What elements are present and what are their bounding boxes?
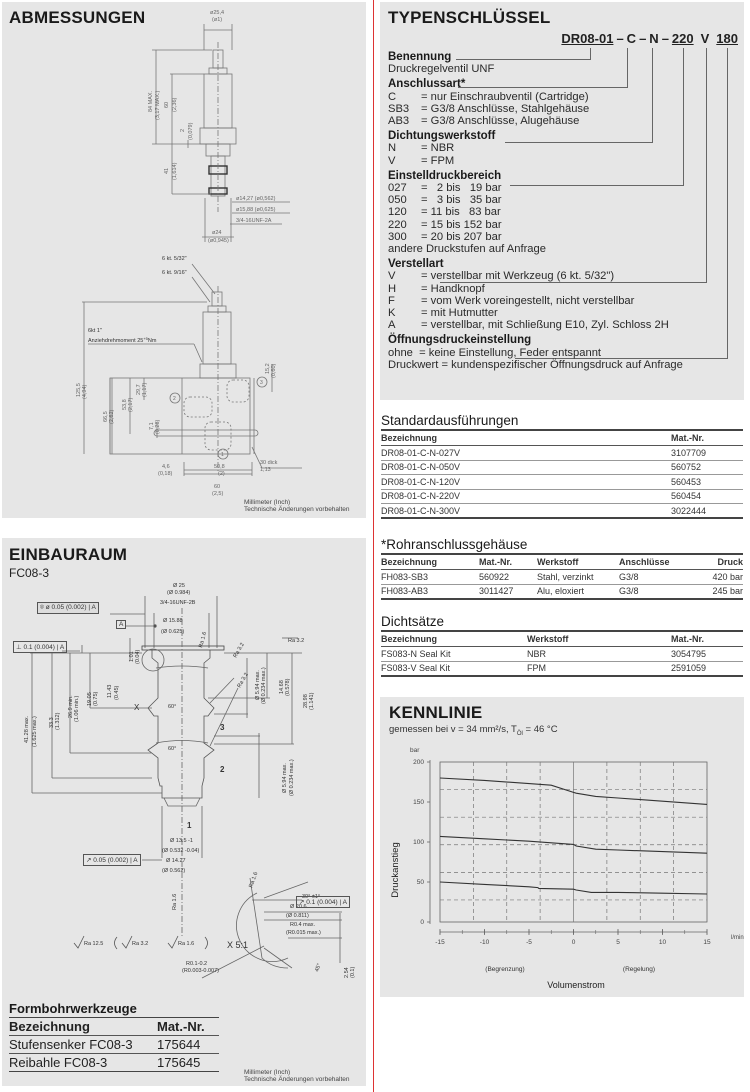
- kennlinie-subtitle: [389, 724, 558, 737]
- dim-d25-4: ø25,4: [210, 10, 225, 16]
- standard-title: Standardausführungen: [381, 413, 519, 428]
- label-torque: Anziehdrehmoment $25^{+5}Nm$: [88, 336, 157, 344]
- heading-verstellart: Verstellart: [388, 258, 444, 271]
- dim-d13-5: Ø 13.5 -1: [170, 838, 193, 844]
- ra-1-6-bottom: Ra 1.6: [172, 893, 178, 910]
- dim-r0-1: R0.1-0.2: [186, 961, 208, 967]
- line-key: F: [388, 294, 395, 307]
- label-hex1: 6 kt. 5/32": [162, 256, 187, 262]
- dicht-title: Dichtsätze: [381, 614, 445, 629]
- col-matnr: Mat.-Nr.: [479, 554, 537, 570]
- formbohr-title: Formbohrwerkzeuge: [9, 1001, 137, 1016]
- table-row: [381, 446, 743, 461]
- code-adjust: V: [700, 31, 710, 46]
- col-matnr: Mat.-Nr.: [671, 430, 743, 446]
- x-tick-label: 10: [658, 939, 667, 946]
- table-row: [381, 570, 743, 585]
- line: [388, 295, 740, 307]
- line-text: = 15 bis 152 bar: [421, 218, 502, 231]
- heading-dichtung: Dichtungswerkstoff: [388, 130, 496, 143]
- line: [388, 63, 740, 75]
- cell-name: FH083-AB3: [381, 584, 479, 599]
- tol4-text: ↗ 0.1 (0.004): [299, 899, 338, 906]
- dim-h66in: (2,62): [109, 409, 115, 424]
- table-row: [381, 460, 743, 475]
- x-tick-label: 5: [616, 939, 620, 946]
- region-label-regelung: (Regelung): [622, 966, 656, 973]
- dim-h26-9: 26.9 min.: [68, 695, 74, 718]
- region-label-begrenzung: (Begrenzung): [485, 966, 525, 973]
- cell-matnr: 560454: [671, 489, 743, 504]
- table-row: [381, 661, 743, 676]
- table-row: [381, 647, 743, 662]
- rohr-header: [381, 554, 743, 570]
- line-key: 220: [388, 218, 407, 231]
- dim-d15-88: Ø 15.88: [163, 618, 183, 624]
- heading-oeffnung: Öffnungsdruckeinstellung: [388, 334, 532, 347]
- port-2-label: 2: [220, 765, 225, 774]
- cell-werkstoff: FPM: [527, 661, 671, 676]
- line: [388, 142, 740, 154]
- line-key: K: [388, 307, 396, 320]
- column-divider: [373, 0, 374, 1092]
- port-3-label: 3: [260, 380, 263, 386]
- cell-name: FH083-SB3: [381, 570, 479, 585]
- code-dash: –: [616, 31, 624, 46]
- dim-w4in: (0,18): [158, 471, 173, 477]
- code-series: DR08-01: [561, 31, 614, 46]
- cell-name: FS083-N Seal Kit: [381, 647, 527, 662]
- dim-h15: 15,2: [265, 363, 271, 374]
- cell-anschluesse: G3/8: [619, 570, 701, 585]
- line-text: = vom Werk voreingestellt, nicht verstellbar: [421, 294, 635, 307]
- cell-name: DR08-01-C-N-300V: [381, 504, 671, 519]
- line-key: 050: [388, 194, 407, 207]
- col-bezeichnung: Bezeichnung: [381, 631, 527, 647]
- dim-h41-28in: (1.625 max.): [32, 716, 38, 747]
- tol4-datum: A: [342, 899, 347, 906]
- code-dash: –: [639, 31, 647, 46]
- cell-name: DR08-01-C-N-027V: [381, 446, 671, 461]
- code-connection: C: [626, 31, 637, 46]
- detail-x-marker: X: [134, 703, 140, 712]
- standard-header: [381, 430, 743, 446]
- einbauraum-title: EINBAURAUM: [9, 545, 128, 564]
- cell-matnr: 560922: [479, 570, 537, 585]
- dim-d14-27: Ø 14.27: [166, 858, 186, 864]
- abmessungen-drawing: [2, 2, 366, 518]
- code-seal: N: [649, 31, 659, 46]
- line: [388, 194, 740, 206]
- dim-d5-94-a: Ø 5.94 max.: [255, 670, 261, 700]
- col-bezeichnung: Bezeichnung: [381, 554, 479, 570]
- label-hex3: 6kt 1": [88, 328, 102, 334]
- cell-matnr: 3011427: [479, 584, 537, 599]
- dim-h28-98in: (1.141): [309, 692, 315, 710]
- subtitle-post: = 46 °C: [522, 724, 558, 735]
- line: [388, 231, 740, 243]
- dim-thread-2b: 3/4-16UNF-2B: [160, 600, 196, 606]
- line: [388, 219, 740, 231]
- tolerance-frame-concentricity: ⌾ ø 0.05 (0.002) | A: [37, 602, 99, 614]
- table-row: [381, 489, 743, 504]
- datum-a-box: A: [116, 620, 126, 629]
- line-key: 300: [388, 230, 407, 243]
- line-text: = Handknopf: [421, 282, 485, 295]
- y-tick-label: 100: [413, 839, 424, 846]
- cell-matnr: 560752: [671, 460, 743, 475]
- line-text: = 2 bis 19 bar: [421, 182, 502, 195]
- dim-d24: ø24: [212, 230, 222, 236]
- line-key: AB3: [388, 115, 410, 128]
- dim-h125in: (4,94): [82, 384, 88, 399]
- x-tick-label: -15: [435, 939, 445, 946]
- heading-benennung: Benennung: [388, 51, 452, 63]
- dim-h26-9in: (1.06 min.): [74, 695, 80, 722]
- heading-druckbereich: Einstelldruckbereich: [388, 169, 502, 182]
- port-2-label: 2: [173, 396, 176, 402]
- angle-45: 45°: [314, 962, 323, 973]
- ra-legend-3-2: Ra 3.2: [132, 941, 149, 947]
- line: [388, 206, 740, 218]
- dim-h41-28: 41.28 max.: [24, 715, 30, 743]
- dim-h66: 66,5: [103, 411, 109, 422]
- dim-w4: 4,6: [162, 464, 170, 470]
- dim-h19-05in: (0.75): [93, 691, 99, 706]
- note-changes: Technische Änderungen vorbehalten: [244, 1076, 350, 1083]
- line: [388, 243, 740, 255]
- ra-legend-12-5: Ra 12.5: [84, 941, 104, 947]
- dim-r0-1in: (R0.003-0.007): [182, 968, 219, 974]
- kennlinie-chart: [380, 740, 744, 995]
- table-row: [381, 475, 743, 490]
- col-druck: Druck: [701, 554, 743, 570]
- cell-name: FS083-V Seal Kit: [381, 661, 527, 676]
- cell-name: Reibahle FC08-3: [9, 1054, 157, 1072]
- code-pressure: 220: [671, 31, 694, 46]
- cell-name: DR08-01-C-N-220V: [381, 489, 671, 504]
- line-text: = verstellbar, mit Schließung E10, Zyl. Schloss 2H: [421, 319, 669, 332]
- dim-h2in: (0,079): [188, 122, 194, 140]
- dim-h28-98: 28.98: [303, 694, 309, 708]
- line-key: V: [388, 154, 396, 167]
- subtitle-pre: gemessen bei v = 34 mm²/s, T: [389, 724, 517, 735]
- cell-werkstoff: NBR: [527, 647, 671, 662]
- x-tick-label: -10: [479, 939, 490, 946]
- dim-h2-54in: (0.1): [350, 966, 356, 978]
- dim-h1-01: 1.01: [129, 651, 135, 662]
- dim-d25: Ø 25: [173, 583, 185, 589]
- line-key: 027: [388, 182, 407, 195]
- line: [388, 319, 740, 331]
- cell-name: DR08-01-C-N-050V: [381, 460, 671, 475]
- y-tick-label: 200: [413, 759, 424, 766]
- dicht-table: [381, 630, 743, 677]
- dim-h11-43: 11.43: [107, 684, 113, 698]
- line-key: SB3: [388, 102, 410, 115]
- formbohr-header: [9, 1018, 219, 1036]
- dim-h33-3in: (1.312): [55, 712, 61, 730]
- dim-r0-4: R0.4 max.: [290, 922, 316, 928]
- line: [388, 103, 740, 115]
- dim-d15: ø15,88 (ø0,625): [236, 207, 276, 213]
- angle-60-a: 60°: [168, 704, 177, 710]
- note-units: Millimeter (Inch): [244, 499, 291, 506]
- dim-h41: 41: [164, 167, 170, 174]
- line-text: = G3/8 Anschlüsse, Alugehäuse: [421, 115, 580, 128]
- line-key: N: [388, 142, 397, 155]
- ra-legend-1-6: Ra 1.6: [178, 941, 195, 947]
- dim-thickin: 1,13: [260, 467, 271, 473]
- line-text: = nur Einschraubventil (Cartridge): [421, 90, 589, 103]
- line: [388, 270, 740, 282]
- port-1-label: 1: [221, 452, 224, 458]
- line-text: = 11 bis 83 bar: [421, 206, 501, 219]
- code-opening: 180: [716, 31, 738, 46]
- line: [388, 347, 740, 359]
- y-tick-label: 50: [416, 879, 424, 886]
- ra-3-2-c: Ra 3.2: [288, 638, 305, 644]
- dim-d14: ø14,27 (ø0,562): [236, 196, 276, 202]
- col-matnr: Mat.-Nr.: [671, 631, 743, 647]
- abmessungen-title: ABMESSUNGEN: [9, 8, 146, 27]
- dim-d14-27in: (Ø 0.562): [162, 868, 186, 874]
- ra-1-6-detail: Ra 1.6: [248, 871, 260, 889]
- port-3-label: 3: [220, 723, 225, 732]
- line-key: 120: [388, 206, 407, 219]
- dicht-header: [381, 631, 743, 647]
- table-row: [381, 504, 743, 519]
- line: [388, 155, 740, 167]
- chart-grid: [440, 762, 707, 922]
- typenschluessel-title: TYPENSCHLÜSSEL: [388, 8, 551, 27]
- cell-matnr: 2591059: [671, 661, 743, 676]
- col-bezeichnung: Bezeichnung: [381, 430, 671, 446]
- port-1-label: 1: [187, 821, 192, 830]
- typenschluessel-body: [388, 51, 740, 371]
- dim-h33-3: 33.3: [49, 717, 55, 728]
- line-text: = verstellbar mit Werkzeug (6 kt. 5/32"): [421, 270, 615, 283]
- angle-60-b: 60°: [168, 746, 177, 752]
- cell-werkstoff: Stahl, verzinkt: [537, 570, 619, 585]
- line-key: A: [388, 319, 396, 332]
- dim-h84: 84 MAX.: [148, 90, 154, 112]
- label-hex2: 6 kt. 9/16": [162, 270, 187, 276]
- angle-30: 30° ±1°: [302, 894, 321, 900]
- dim-h2: 2: [180, 128, 186, 132]
- cell-matnr: 3054795: [671, 647, 743, 662]
- dim-h14-68in: (0.578): [285, 678, 291, 696]
- line: [388, 91, 740, 103]
- code-dash: –: [661, 31, 669, 46]
- dim-d20-6: Ø 20.6: [290, 904, 307, 910]
- tolerance-frame-perpendicularity: ⊥ 0.1 (0.004) | A: [13, 641, 67, 653]
- y-tick-label: 150: [413, 799, 424, 806]
- cell-anschluesse: G3/8: [619, 584, 701, 599]
- y-tick-label: 0: [420, 919, 424, 926]
- dim-d5-94-bin: (Ø 0.234 max.): [289, 759, 295, 796]
- line-key: H: [388, 282, 397, 295]
- table-row: [381, 584, 743, 599]
- line-text: Druckregelventil UNF: [388, 63, 495, 76]
- line-text: = G3/8 Anschlüsse, Stahlgehäuse: [421, 102, 590, 115]
- tol2-datum: A: [59, 644, 65, 651]
- cell-name: DR08-01-C-N-120V: [381, 475, 671, 490]
- tolerance-frame-runout-2: ↗ 0.1 (0.004) | A: [296, 896, 350, 908]
- line: [388, 283, 740, 295]
- dim-h53in: (2,17): [128, 397, 134, 412]
- cell-werkstoff: Alu, eloxiert: [537, 584, 619, 599]
- cell-matnr: 560453: [671, 475, 743, 490]
- dim-w60in: (2,5): [212, 491, 224, 497]
- col-werkstoff: Werkstoff: [537, 554, 619, 570]
- col-werkstoff: Werkstoff: [527, 631, 671, 647]
- dim-w50in: (2): [218, 471, 225, 477]
- standard-table: [381, 429, 743, 519]
- dim-d15-88in: (Ø 0.625): [161, 629, 185, 635]
- kennlinie-title: KENNLINIE: [389, 703, 483, 722]
- dim-h53: 53,8: [122, 399, 128, 410]
- heading-anschlussart: Anschlussart*: [388, 78, 466, 91]
- x-axis-label: Volumenstrom: [547, 980, 605, 990]
- dim-d1: (ø1): [212, 17, 223, 23]
- dim-w50: 50,8: [214, 464, 225, 470]
- x-unit-label-html: l/min: [731, 935, 744, 941]
- dim-d20-6in: (Ø 0.811): [286, 913, 309, 919]
- line-text: andere Druckstufen auf Anfrage: [388, 243, 546, 256]
- x-tick-label: 15: [703, 939, 711, 946]
- dim-h1-01in: (0.04): [135, 649, 141, 664]
- y-unit-label: bar: [410, 747, 420, 754]
- col-bezeichnung: Bezeichnung: [9, 1018, 157, 1036]
- dim-h19-05: 19.05: [87, 692, 93, 706]
- tol1-text: ⌾ ø 0.05 (0.002): [40, 604, 87, 611]
- y-axis-label: Druckanstieg: [390, 842, 401, 898]
- tolerance-frame-runout-1: ↗ 0.05 (0.002) | A: [83, 854, 141, 866]
- line-text: = 20 bis 207 bar: [421, 230, 502, 243]
- chart-axes: [413, 759, 711, 946]
- x-tick-label: -5: [526, 939, 532, 946]
- dim-h14-68: 14.68: [279, 680, 285, 694]
- ra-1-6-top: Ra 1.6: [198, 631, 209, 649]
- dim-h7: 7,1: [149, 422, 155, 430]
- ra-3-2-b: Ra 3.2: [236, 671, 250, 689]
- dim-d24in: (ø0,945): [208, 238, 229, 244]
- line: [388, 359, 740, 371]
- subtitle-sub: Öl: [516, 730, 523, 737]
- x-tick-label: 0: [571, 939, 576, 946]
- tol3-datum: A: [133, 857, 138, 864]
- line-text: = FPM: [421, 154, 455, 167]
- formbohr-table: [9, 1017, 219, 1072]
- cell-druck: 245 bar: [701, 584, 743, 599]
- cell-druck: 420 bar: [701, 570, 743, 585]
- dim-d5-94-ain: (Ø 0.234 max.): [261, 667, 267, 704]
- cell-matnr: 175645: [157, 1054, 219, 1072]
- cell-matnr: 3022444: [671, 504, 743, 519]
- dim-d5-94-b: Ø 5.94 max.: [282, 763, 288, 793]
- dim-h41in: (1,614): [172, 162, 178, 180]
- line-text: ohne = keine Einstellung, Feder entspannt: [388, 346, 602, 359]
- ra-3-2-a: Ra 3.2: [232, 641, 246, 659]
- dim-d13-5in: (Ø 0.532 -0.04): [162, 848, 200, 854]
- note-units: Millimeter (Inch): [244, 1069, 291, 1076]
- dim-h15in: (0,60): [271, 363, 277, 378]
- einbauraum-subtitle: FC08-3: [9, 566, 50, 580]
- line-text: Druckwert = kundenspezifischer Öffnungsdruck auf Anfrage: [388, 358, 683, 371]
- dim-r0-4in: (R0.015 max.): [286, 930, 321, 936]
- detail-scale: X 5:1: [227, 940, 249, 950]
- dim-h7in: (0,28): [155, 419, 161, 434]
- dim-h29: 29,7: [136, 384, 142, 395]
- cell-matnr: 175644: [157, 1036, 219, 1054]
- dim-thick: 30 dick: [260, 460, 278, 466]
- dim-h125: 125,5: [76, 383, 82, 397]
- tol1-datum: A: [91, 604, 96, 611]
- note-changes: Technische Änderungen vorbehalten: [244, 506, 350, 513]
- dim-h29in: (1,17): [142, 382, 148, 397]
- dim-h60: 60: [164, 101, 170, 108]
- line-key: C: [388, 90, 397, 103]
- dim-thread: 3/4-16UNF-2A: [236, 218, 272, 224]
- dim-w60: 60: [214, 484, 221, 490]
- dim-h11-43in: (0.45): [114, 685, 120, 700]
- col-anschluesse: Anschlüsse: [619, 554, 701, 570]
- rohr-title: *Rohranschlussgehäuse: [381, 537, 528, 552]
- tol2-text: ⊥ 0.1 (0.004): [16, 644, 55, 651]
- dim-h60in: (2,36): [172, 97, 178, 112]
- rohr-table: [381, 553, 743, 600]
- dim-h84in: (3,17 MAX.): [155, 90, 161, 120]
- line-text: = NBR: [421, 142, 455, 155]
- dim-d25in: (Ø 0.984): [167, 590, 191, 596]
- abmessungen-note: [244, 499, 350, 513]
- type-code: [558, 31, 738, 46]
- col-matnr: Mat.-Nr.: [157, 1018, 219, 1036]
- line: [388, 307, 740, 319]
- line-key: V: [388, 270, 396, 283]
- cell-matnr: 3107709: [671, 446, 743, 461]
- line: [388, 182, 740, 194]
- table-row: [9, 1054, 219, 1072]
- line-text: = mit Hutmutter: [421, 307, 498, 320]
- tol3-text: ↗ 0.05 (0.002): [86, 857, 129, 864]
- table-row: [9, 1036, 219, 1054]
- line-text: = 3 bis 35 bar: [421, 194, 502, 207]
- dim-h2-54: 2.54: [344, 967, 350, 978]
- cell-name: Stufensenker FC08-3: [9, 1036, 157, 1054]
- line: [388, 115, 740, 127]
- einbauraum-note: [244, 1069, 350, 1083]
